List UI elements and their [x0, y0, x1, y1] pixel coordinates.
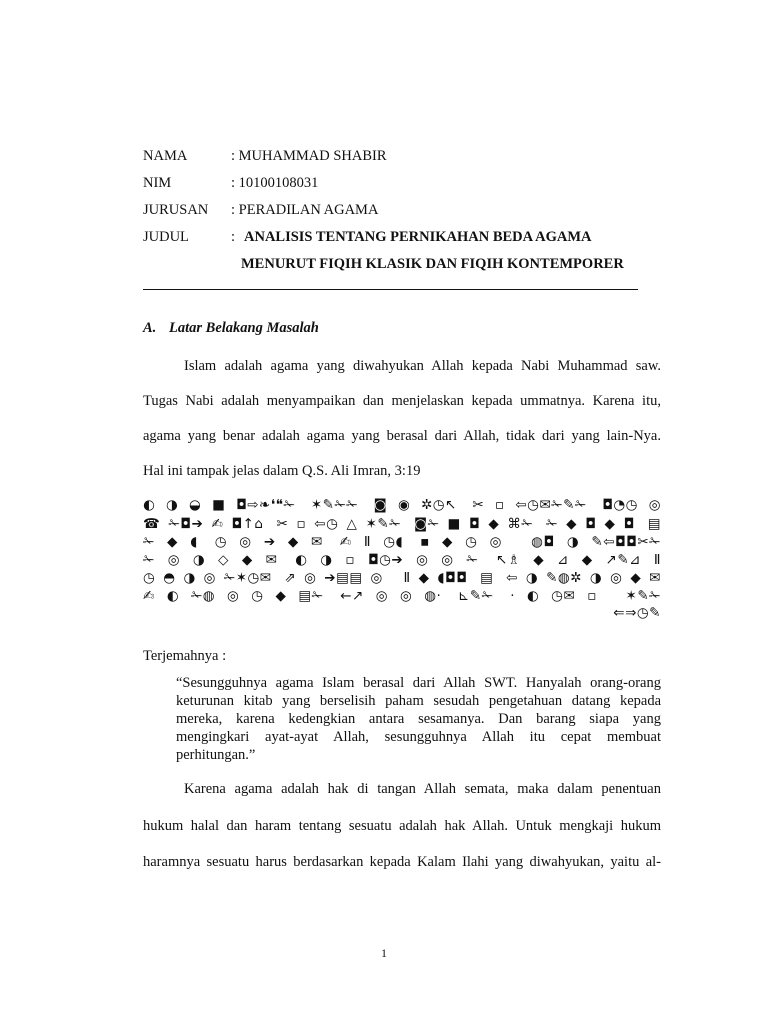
page-number: 1 — [381, 946, 387, 960]
quote-line: “Sesungguhnya agama Islam berasal dari Allah SWT. Hanyalah orang-orang — [176, 675, 661, 691]
quote-line: mengingkari ayat-ayat Allah, sesungguhnya Allah itu cepat membuat — [176, 729, 661, 745]
paragraph-line: haramnya sesuatu harus berdasarkan kepada Kalam Ilahi yang diwahyukan, yaitu al- — [143, 854, 661, 870]
quote-line: perhitungan.” — [176, 747, 256, 763]
divider-line — [143, 289, 638, 290]
nim-value: : 10100108031 — [231, 175, 319, 191]
arabic-glyph-line: ◷◓◑◎✁✶◷✉ ⇗◎➔▤▤◎ Ⅱ◆◖◘◘ ▤ ⇦◑✎◍✲◑◎◆✉ — [143, 570, 661, 586]
arabic-glyph-line: ◐◑◒■◘⇨❧❛❝✁ ✶✎✁✁ ◙◉✲◷↖ ✂▫⇦◷✉✁✎✁ ◘◔◷◎ — [143, 497, 661, 513]
paragraph-line: Karena agama adalah hak di tangan Allah semata, maka dalam penentuan — [184, 781, 661, 797]
paragraph-line: agama yang benar adalah agama yang berasal dari Allah, tidak dari yang lain-Nya. — [143, 428, 661, 444]
quote-line: mereka, karena kedengkian antara sesamanya. Dan barang siapa yang — [176, 711, 661, 727]
paragraph-line: Tugas Nabi adalah menyampaikan dan menjelaskan kepada ummatnya. Karena itu, — [143, 393, 661, 409]
jurusan-label: JURUSAN — [143, 202, 209, 218]
arabic-glyph-line: ✁◆◖ ◷◎➔◆✉ ✍Ⅱ◷◖ ▪◆◷◎ ◍◘◑✎⇦◘◘✂✁ — [143, 534, 661, 550]
judul-colon: : — [231, 229, 236, 245]
arabic-glyph-line: ✍◐✁◍◎◷◆▤✁ ←↗◎◎◍· ⊾✎✁ ·◐◷✉▫ ✶✎✁ — [143, 588, 661, 604]
judul-line-2: MENURUT FIQIH KLASIK DAN FIQIH KONTEMPORER — [241, 256, 624, 272]
nim-label: NIM — [143, 175, 172, 191]
paragraph-line: Islam adalah agama yang diwahyukan Allah kepada Nabi Muhammad saw. — [184, 358, 661, 374]
section-number: A. — [143, 320, 157, 336]
arabic-glyph-line: ⇐⇒◷✎ — [613, 605, 661, 621]
arabic-glyph-line: ✁◎◑◇◆✉ ◐◑▫◘◷➔◎◎✁ ↖♗◆⊿◆↗✎⊿Ⅱ — [143, 552, 661, 568]
arabic-glyph-line: ☎✁◘➔✍◘↑⌂ ✂▫⇦◷△✶✎✁ ◙✁■◘◆⌘✁ ✁◆◘◆◘ ▤ — [143, 516, 661, 532]
judul-line-1: ANALISIS TENTANG PERNIKAHAN BEDA AGAMA — [244, 229, 592, 245]
jurusan-value: : PERADILAN AGAMA — [231, 202, 379, 218]
judul-label: JUDUL — [143, 229, 189, 245]
quote-line: keturunan kitab yang berselisih paham sesudah pengetahuan datang kepada — [176, 693, 661, 709]
name-label: NAMA — [143, 148, 188, 164]
translation-label: Terjemahnya : — [143, 648, 227, 664]
name-value: : MUHAMMAD SHABIR — [231, 148, 387, 164]
paragraph-line: Hal ini tampak jelas dalam Q.S. Ali Imran, 3:19 — [143, 463, 421, 479]
section-title: Latar Belakang Masalah — [169, 320, 319, 336]
paragraph-line: hukum halal dan haram tentang sesuatu adalah hak Allah. Untuk mengkaji hukum — [143, 818, 661, 834]
